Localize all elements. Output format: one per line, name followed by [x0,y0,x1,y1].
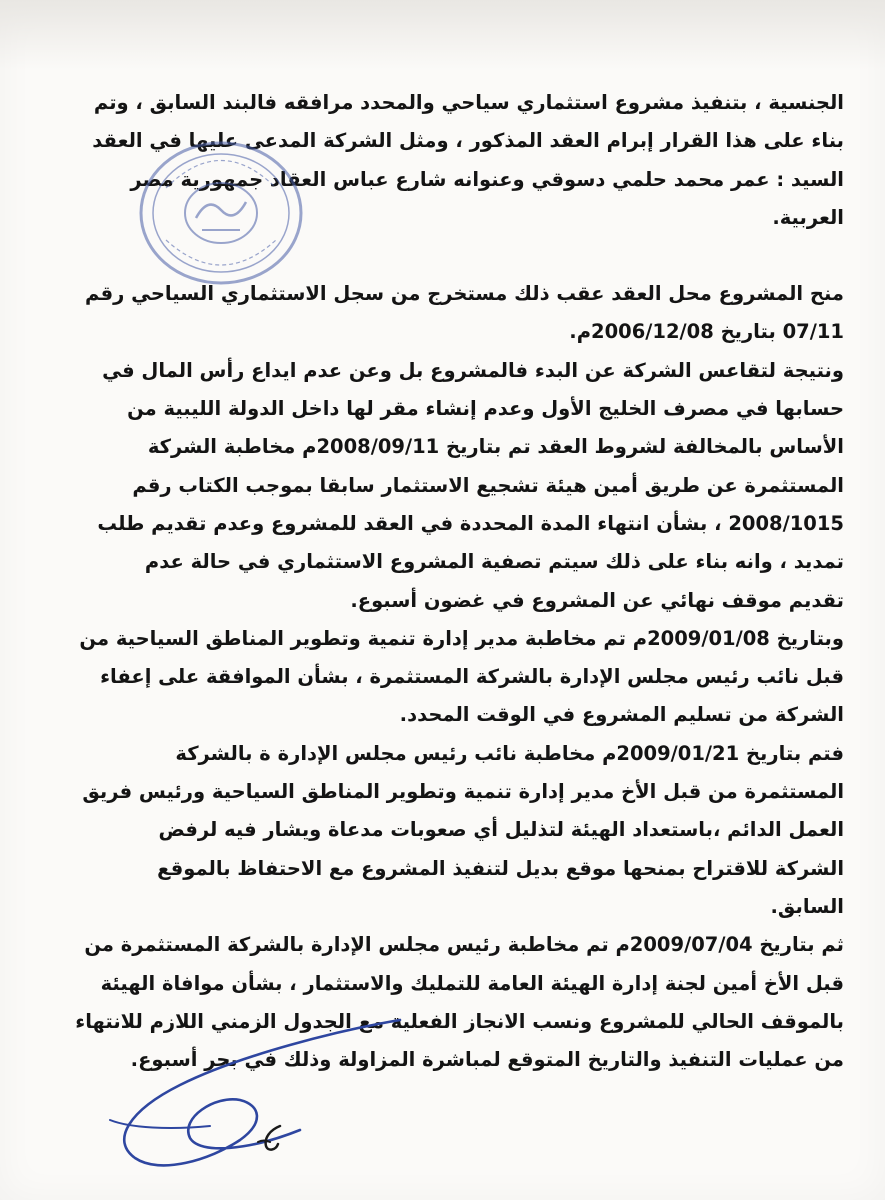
paragraph-3 [44,352,844,620]
text-line: منح المشروع محل العقد عقب ذلك مستخرج من سجل الاستثماري السياحي رقم [85,282,844,306]
text-line: بناء على هذا القرار إبرام العقد المذكور ، ومثل الشركة المدعى عليها في العقد [92,129,844,153]
text-line: المستثمرة من قبل الأخ مدير إدارة تنمية وتطوير المناطق السياحية ورئيس فريق [82,780,844,804]
text-line: المستثمرة عن طريق أمين هيئة تشجيع الاستثمار سابقا بموجب الكتاب رقم [132,473,844,497]
text-line: حسابها في مصرف الخليج الأول وعدم إنشاء مقر لها داخل الدولة الليبية من [127,397,844,421]
text-line: فتم بتاريخ 2009/01/21م مخاطبة نائب رئيس مجلس الإدارة ة بالشركة [175,741,844,765]
text-line: الجنسية ، بتنفيذ مشروع استثماري سياحي والمحدد مرافقه فالبند السابق ، وتم [93,91,844,114]
text-line: ونتيجة لتقاعس الشركة عن البدء فالمشروع بل وعن عدم ايداع رأس المال في [102,358,844,382]
text-line: السيد : عمر محمد حلمي دسوقي وعنوانه شارع عباس العقاد جمهورية مصر [130,167,844,191]
text-line: الشركة للاقتراح بمنحها موقع بديل لتنفيذ المشروع مع الاحتفاظ بالموقع [157,856,844,880]
paragraph-4 [44,620,844,735]
text-line: تقديم موقف نهائي عن المشروع في غضون أسبوع. [350,588,844,612]
text-line: العربية. [772,205,844,229]
scan-shadow [0,0,885,70]
text-line: قبل نائب رئيس مجلس الإدارة بالشركة المستثمرة ، بشأن الموافقة على إعفاء [100,665,844,689]
official-stamp-icon [136,138,306,288]
text-line: بالموقف الحالي للمشروع ونسب الانجاز الفعلية مع الجدول الزمني اللازم للانتهاء [75,1009,844,1033]
text-line: قبل الأخ أمين لجنة إدارة الهيئة العامة للتمليك والاستثمار ، بشأن موافاة الهيئة [100,971,844,995]
paragraph-5 [44,735,844,926]
text-line: تمديد ، وانه بناء على ذلك سيتم تصفية المشروع الاستثماري في حالة عدم [144,550,844,574]
text-line: 07/11 بتاريخ 2006/12/08م. [569,320,844,344]
text-line: 2008/1015 ، بشأن انتهاء المدة المحددة في العقد للمشروع وعدم تقديم طلب [97,511,844,535]
text-line: وبتاريخ 2009/01/08م تم مخاطبة مدير إدارة تنمية وتطوير المناطق السياحية من [79,626,844,650]
text-line: العمل الدائم ،باستعداد الهيئة لتذليل أي صعوبات مدعاة ويشار فيه لرفض [158,818,844,842]
text-line: السابق. [770,894,844,918]
text-line: الأساس بالمخالفة لشروط العقد تم بتاريخ 2008/09/11م مخاطبة الشركة [147,435,844,459]
text-line: الشركة من تسليم المشروع في الوقت المحدد. [399,703,844,727]
initial-mark-icon [250,1120,290,1160]
text-line: من عمليات التنفيذ والتاريخ المتوقع لمباشرة المزاولة وذلك في بحر أسبوع. [130,1048,844,1072]
text-line: ثم بتاريخ 2009/07/04م تم مخاطبة رئيس مجلس الإدارة بالشركة المستثمرة من [84,933,844,957]
